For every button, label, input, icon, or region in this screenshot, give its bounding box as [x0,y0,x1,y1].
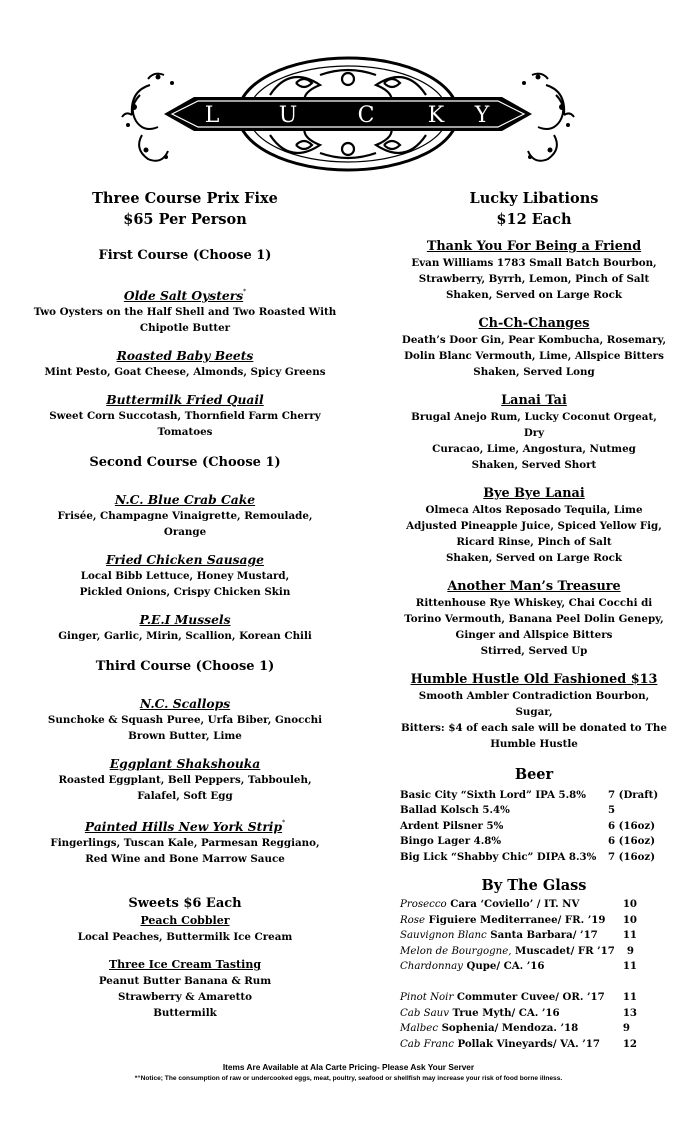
wine-price: 9 [626,944,634,957]
wine-row [400,1021,637,1037]
prix-fixe-column [0,188,370,1021]
wine-row [400,912,637,928]
beer-price: 5 [608,804,616,817]
dish-description: Ginger, Garlic, Mirin, Scallion, Korean Chili [58,630,312,642]
dish-name: N.C. Blue Crab Cake [114,492,256,507]
menu-item [0,392,370,440]
cocktail-description: Evan Williams 1783 Small Batch Bourbon, [411,257,657,269]
menu-item [0,816,370,867]
logo-letter-u: U [278,103,298,128]
beer-row [400,834,658,850]
wine-producer: Qupe/ CA. ’16 [462,960,545,973]
dish-description: Sunchoke & Squash Puree, Urfa Biber, Gnocchi [47,714,323,726]
menu-item [0,492,370,540]
dish-description: Tomatoes [157,426,213,438]
dish-description: Fingerlings, Tuscan Kale, Parmesan Reggiano, [50,837,320,849]
wine-producer: Sophenia/ Mendoza. ’18 [438,1022,579,1035]
cocktail-description: Curacao, Lime, Angostura, Nutmeg [432,443,636,455]
beer-row [400,803,658,819]
dish-description: Frisée, Champagne Vinaigrette, Remoulade, [57,510,313,522]
cocktail-description: Brugal Anejo Rum, Lucky Coconut Orgeat, Dry [411,411,657,439]
dessert-description: Local Peaches, Buttermilk Ice Cream [77,931,293,943]
dish-name: Olde Salt Oysters [123,288,244,303]
wine-varietal: Sauvignon Blanc [400,930,487,942]
wine-varietal: Rose [400,914,426,926]
cocktail-description: Dolin Blanc Vermouth, Lime, Allspice Bitters [404,350,664,362]
raw-notice-mark: * [243,288,247,296]
cocktail-name: Thank You For Being a Friend [426,239,642,254]
beer-row [400,849,658,865]
logo-letter-y: Y [474,103,490,128]
raw-food-notice: *“Notice; The consumption of raw or undercooked eggs, meat, poultry, seafood or shellfish may increase your risk of food borne illness. [134,1075,563,1082]
third-course-heading: Third Course (Choose 1) [95,659,275,674]
cocktail-name: Bye Bye Lanai [483,486,585,501]
logo-letter-k: K [427,103,445,128]
menu-item [0,612,370,644]
wine-row [400,1036,637,1052]
cocktail-description: Torino Vermouth, Banana Peel Dolin Genepy, [404,613,664,625]
wine-price: 12 [622,1037,638,1050]
menu-item [0,285,370,336]
dish-description: Pickled Onions, Crispy Chicken Skin [79,586,291,598]
beer-name: Ardent Pilsner 5% [400,819,504,832]
libations-title: Lucky Libations [469,190,599,207]
cocktail-name: Another Man’s Treasure [447,579,621,594]
libations-price: $12 Each [496,211,572,228]
first-course-heading: First Course (Choose 1) [98,248,272,263]
prix-fixe-title: Three Course Prix Fixe [92,190,278,207]
wine-list [400,897,637,1052]
dish-description: Mint Pesto, Goat Cheese, Almonds, Spicy Greens [44,366,326,378]
libations-column [400,188,668,1052]
wine-producer: Cara ‘Coviello’ / IT. NV [446,898,580,911]
wine-price: 10 [622,898,638,911]
cocktail-description: Olmeca Altos Reposado Tequila, Lime [425,504,643,516]
dish-description: Sweet Corn Succotash, Thornfield Farm Cherry [49,410,321,422]
wine-producer: Pollak Vineyards/ VA. ’17 [453,1037,600,1050]
beer-name: Bingo Lager 4.8% [400,835,502,848]
wine-price: 10 [622,913,638,926]
dish-description: Chipotle Butter [139,322,231,334]
cocktail [400,671,668,752]
beer-list [400,787,658,865]
logo-letter-l: L [204,103,220,128]
wine-varietal: Prosecco [400,899,447,911]
cocktail-description: Shaken, Served on Large Rock [445,289,623,301]
menu-item [0,552,370,600]
wine-row [400,928,637,944]
dish-name: P.E.I Mussels [139,612,231,627]
beer-row [400,818,658,834]
dish-description: Local Bibb Lettuce, Honey Mustard, [80,570,290,582]
wine-row [400,943,637,959]
wine-varietal: Chardonnay [400,961,463,973]
wine-row [400,1005,637,1021]
cocktail-description: Shaken, Served Short [471,459,597,471]
dish-description: Orange [163,526,207,538]
wine-row [400,959,637,975]
raw-notice-mark: * [282,819,286,827]
beer-price: 6 (16oz) [608,835,656,848]
cocktail-description: Ricard Rinse, Pinch of Salt [456,536,612,548]
by-the-glass-heading: By The Glass [481,876,587,894]
beer-name: Ballad Kolsch 5.4% [400,804,510,817]
wine-price: 11 [622,929,638,942]
cocktail-description: Humble Hustle [490,738,578,750]
dish-name: Painted Hills New York Strip [84,819,283,834]
wine-producer: Santa Barbara/ ’17 [486,929,598,942]
dish-name: Eggplant Shakshouka [109,756,261,771]
cocktail-description: Stirred, Served Up [480,645,588,657]
beer-price: 7 (Draft) [608,788,659,801]
wine-varietal: Melon de Bourgogne, [400,945,512,957]
cocktail-name: Humble Hustle Old Fashioned $13 [410,672,658,687]
wine-producer: True Myth/ CA. ’16 [449,1006,560,1019]
cocktail-description: Shaken, Served on Large Rock [445,552,623,564]
menu-item [0,348,370,380]
second-course-heading: Second Course (Choose 1) [89,455,281,470]
cocktail-description: Bitters: $4 of each sale will be donated to The [401,722,667,734]
wine-varietal: Cab Sauv [400,1007,449,1019]
beer-price: 7 (16oz) [608,850,656,863]
cocktail [400,578,668,659]
dessert-description: Peanut Butter Banana & Rum [98,975,272,987]
cocktail-name: Lanai Tai [501,393,567,408]
cocktail [400,392,668,473]
cocktail-description: Rittenhouse Rye Whiskey, Chai Cocchi di [415,597,653,609]
wine-price: 11 [622,960,638,973]
cocktail [400,485,668,566]
wine-producer: Muscadet/ FR ’17 [511,944,615,957]
cocktail-description: Strawberry, Byrrh, Lemon, Pinch of Salt [418,273,650,285]
wine-price: 13 [622,1006,638,1019]
cocktail-name: Ch-Ch-Changes [478,316,590,331]
dish-description: Two Oysters on the Half Shell and Two Roasted With [33,306,337,318]
beer-name: Big Lick “Shabby Chic” DIPA 8.3% [400,850,597,863]
wine-row [400,990,637,1006]
cocktail [400,238,668,303]
cocktail-description: Smooth Ambler Contradiction Bourbon, Sugar, [418,690,650,718]
cocktail [400,315,668,380]
sweets-heading: Sweets $6 Each [128,896,242,911]
beer-name: Basic City “Sixth Lord” IPA 5.8% [400,788,586,801]
wine-varietal: Pinot Noir [400,992,454,1004]
wine-producer: Figuiere Mediterranee/ FR. ’19 [425,913,606,926]
dish-name: Fried Chicken Sausage [106,552,264,567]
dessert-description: Buttermilk [153,1007,217,1019]
dish-name: Buttermilk Fried Quail [106,392,264,407]
dessert-name: Peach Cobbler [140,914,230,927]
dish-description: Brown Butter, Lime [128,730,242,742]
cocktail-description: Death’s Door Gin, Pear Kombucha, Rosemary, [401,334,667,346]
wine-row [400,897,637,913]
dish-name: Roasted Baby Beets [116,348,254,363]
wine-producer: Commuter Cuvee/ OR. ’17 [453,991,605,1004]
menu-item [0,696,370,744]
pricing-note: Items Are Available at Ala Carte Pricing- Please Ask Your Server [222,1062,475,1072]
beer-price: 6 (16oz) [608,819,656,832]
dish-name: N.C. Scallops [139,696,231,711]
logo-letter-c: C [357,103,375,128]
cocktail-description: Adjusted Pineapple Juice, Spiced Yellow Fig, [406,520,662,532]
lucky-logo [120,55,576,173]
wine-price: 11 [622,991,638,1004]
beer-heading: Beer [514,766,554,783]
dessert-name: Three Ice Cream Tasting [108,958,262,971]
wine-varietal: Malbec [400,1023,439,1035]
cocktail-description: Shaken, Served Long [473,366,595,378]
dish-description: Red Wine and Bone Marrow Sauce [85,853,285,865]
beer-row [400,787,658,803]
cocktail-description: Ginger and Allspice Bitters [455,629,613,641]
prix-fixe-price: $65 Per Person [123,211,247,228]
menu-item [0,756,370,804]
dish-description: Falafel, Soft Egg [137,790,233,802]
dessert-description: Strawberry & Amaretto [117,991,253,1003]
wine-price: 9 [622,1022,630,1035]
wine-varietal: Cab Franc [400,1038,454,1050]
dish-description: Roasted Eggplant, Bell Peppers, Tabbouleh, [58,774,312,786]
